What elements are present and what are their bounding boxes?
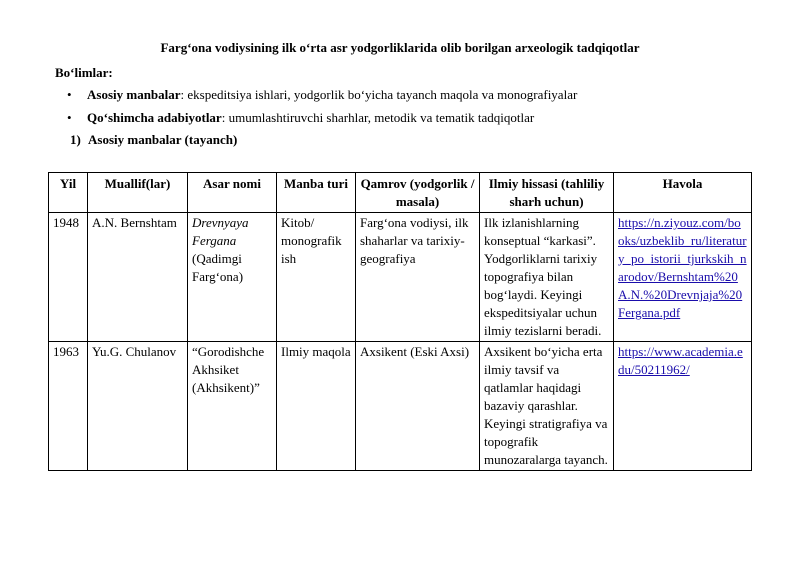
table-row — [49, 342, 752, 471]
document-title: Farg‘ona vodiysining ilk o‘rta asr yodgorliklarida olib borilgan arxeologik tadqiqotlar — [160, 40, 640, 55]
header-scope: Qamrov (yodgorlik / masala) — [356, 173, 480, 213]
bullet-icon: • — [67, 110, 72, 125]
cell-scope: Axsikent (Eski Axsi) — [356, 342, 480, 471]
cell-link — [614, 342, 752, 471]
cell-author: Yu.G. Chulanov — [88, 342, 188, 471]
cell-contribution: Axsikent bo‘yicha erta ilmiy tavsif va qatlamlar haqidagi bazaviy qarashlar. Keyingi stratigrafiya va topografik munozaralarga tayanch. — [480, 342, 614, 471]
cell-year: 1963 — [49, 342, 88, 471]
cell-work-title — [188, 213, 277, 342]
numbered-heading-text: Asosiy manbalar (tayanch) — [88, 132, 238, 147]
sources-table — [48, 172, 752, 471]
cell-source-type: Kitob/ monografik ish — [277, 213, 356, 342]
cell-source-type: Ilmiy maqola — [277, 342, 356, 471]
header-contribution: Ilmiy hissasi (tahliliy sharh uchun) — [480, 173, 614, 213]
numbered-heading — [70, 132, 237, 148]
bullet-text: : umumlashtiruvchi sharhlar, metodik va tematik tadqiqotlar — [221, 110, 535, 125]
source-link[interactable]: https://www.academia.edu/50211962/ — [618, 344, 743, 377]
header-authors: Muallif(lar) — [88, 173, 188, 213]
cell-scope: Farg‘ona vodiysi, ilk shaharlar va tarixiy-geografiya — [356, 213, 480, 342]
list-item — [55, 109, 577, 132]
numbered-heading-number: 1) — [70, 132, 81, 147]
work-title-rest: “Gorodishche Akhsiket (Akhsikent)” — [192, 344, 265, 395]
table-row — [49, 213, 752, 342]
header-source-type: Manba turi — [277, 173, 356, 213]
list-item — [55, 86, 577, 109]
cell-contribution: Ilk izlanishlarning konseptual “karkasi”. Yodgorliklarni tarixiy topografiya bilan bog‘laydi. Keyingi ekspeditsiyalar uchun ilmiy tezislarni beradi. — [480, 213, 614, 342]
cell-link — [614, 213, 752, 342]
header-work-title: Asar nomi — [188, 173, 277, 213]
cell-author: A.N. Bernshtam — [88, 213, 188, 342]
table-header-row — [49, 173, 752, 213]
source-link[interactable]: https://n.ziyouz.com/books/uzbeklib_ru/literatury_po_istorii_tjurkskih_narodov/Bernshtam%20A.N.%20Drevnjaja%20Fergana.pdf — [618, 215, 747, 320]
bullet-icon: • — [67, 87, 72, 102]
work-title-rest: (Qadimgi Farg‘ona) — [192, 251, 244, 284]
header-link: Havola — [614, 173, 752, 213]
work-title-italic: Drevnyaya Fergana — [192, 215, 249, 248]
bullet-term: Qo‘shimcha adabiyotlar — [87, 110, 222, 125]
sections-list — [55, 86, 577, 132]
bullet-text: : ekspeditsiya ishlari, yodgorlik bo‘yicha tayanch maqola va monografiyalar — [180, 87, 578, 102]
sections-heading: Bo‘limlar: — [55, 65, 113, 80]
bullet-term: Asosiy manbalar — [87, 87, 181, 102]
header-year: Yil — [49, 173, 88, 213]
cell-work-title — [188, 342, 277, 471]
cell-year: 1948 — [49, 213, 88, 342]
